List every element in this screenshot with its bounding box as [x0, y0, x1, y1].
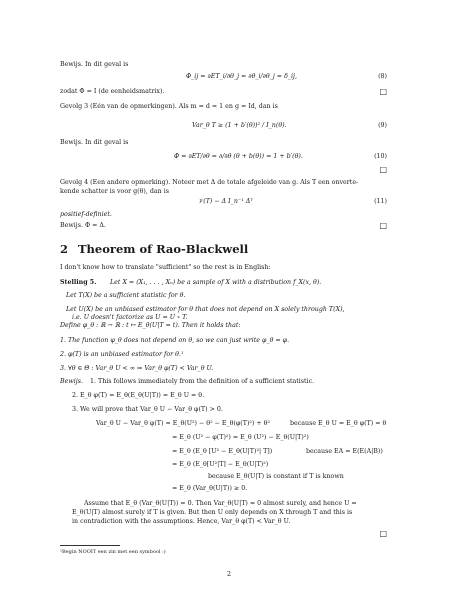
stelling-label: Stelling 5.	[60, 279, 97, 286]
derivation-line-3: = E_θ (E_θ [U² − E_θ(U|T)²| T])	[172, 448, 273, 455]
qed-2: □	[379, 165, 387, 174]
equation-10-number: (10)	[374, 153, 387, 160]
item-2: 2. φ(T) is an unbiased estimator for θ.¹	[60, 351, 184, 358]
equation-11-number: (11)	[374, 198, 387, 205]
page-number: 2	[227, 571, 232, 578]
gevolg-4-line-1: Gevolg 4 (Een andere opmerking). Noteer met Δ de totale afgeleide van g. Als T een onverte-	[60, 179, 359, 186]
derivation-line-5: = E_θ (Var_θ(U|T)) ≥ 0.	[172, 485, 248, 492]
equation-10: Φ = ∂ET/∂θ = ∂/∂θ (θ + b(θ)) = 1 + b′(θ).	[174, 153, 303, 160]
proof-item-2: 2. E_θ φ(T) = E_θ(E_θ(U|T)) = E_θ U = θ.	[72, 392, 205, 399]
qed-1: □	[379, 87, 387, 96]
assume-line-3: in contradiction with the assumptions. Hence, Var_θ φ(T) < Var_θ U.	[72, 518, 291, 525]
derivation-line-4: = E_θ (E_θ[U²|T] − E_θ(U|T)²)	[172, 461, 269, 468]
derivation-note-3: because EA = E(E(A|B))	[306, 448, 383, 455]
intro-line: I don't know how to translate "sufficient" so the rest is in English:	[60, 264, 271, 271]
proof-intro-2: Bewijs. In dit geval is	[60, 139, 129, 146]
section-title: Theorem of Rao-Blackwell	[78, 242, 249, 256]
proof-intro-1: Bewijs. In dit geval is	[60, 61, 129, 68]
gevolg-3: Gevolg 3 (Eén van de opmerkingen). Als m = d = 1 en g = Id, dan is	[60, 103, 278, 110]
proof-end-1: zodat Φ = I (de eenheidsmatrix).	[60, 88, 165, 95]
equation-11: 𝒱(T) − Δ I_n⁻¹ Δᵀ	[198, 198, 253, 205]
footnote-rule	[60, 545, 120, 546]
section-number: 2	[60, 242, 69, 256]
gevolg-4-line-2: kende schatter is voor g(θ), dan is	[60, 188, 169, 195]
proof-item-3: 3. We will prove that Var_θ U − Var_θ φ(T) > 0.	[72, 406, 223, 413]
gevolg-4-line-3: positief-definiet.	[60, 211, 112, 218]
stelling-bullet-3-line-1: Let U(X) be an unbiased estimator for θ that does not depend on X solely through T(X),	[66, 306, 345, 313]
equation-9: Var_θ T ≥ (1 + b′(θ))² / I_n(θ).	[192, 122, 287, 129]
footnote: ¹Begin NOOIT een zin met een symbool :)	[60, 549, 166, 555]
derivation-note-4: because E_θ(U|T) is constant if T is known	[208, 473, 344, 480]
assume-line-2: E_θ(U|T) almost surely if T is given. But then U only depends on X through T and this is	[72, 509, 353, 516]
item-3: 3. ∀θ ∈ Θ : Var_θ U < ∞ ⇒ Var_θ φ(T) < Var_θ U.	[60, 365, 214, 372]
stelling-bullet-2: Let T(X) be a sufficient statistic for θ.	[66, 292, 186, 299]
derivation-note-1: because E_θ U = E_θ φ(T) = θ	[290, 420, 387, 427]
item-1: 1. The function φ_θ does not depend on θ, so we can just write φ_θ = φ.	[60, 337, 290, 344]
qed-4: □	[379, 529, 387, 538]
stelling-bullet-1: Let X = (X₁, . . . , Xₙ) be a sample of X with a distribution f_X(x, θ).	[110, 279, 322, 286]
equation-8-number: (8)	[378, 73, 387, 80]
define-line: Define φ_θ : ℝ → ℝ : t ↦ E_θ(U|T = t). Then it holds that:	[60, 322, 241, 329]
derivation-line-2: = E_θ (U² − φ(T)²) = E_θ (U²) − E_θ(U|T)²)	[172, 434, 309, 441]
proof-3: Bewijs. Φ = Δ.	[60, 222, 106, 229]
equation-9-number: (9)	[378, 122, 387, 129]
assume-line-1: Assume that E_θ (Var_θ(U|T)) = 0. Then Var_θ(U|T) = 0 almost surely, and hence U =	[84, 500, 357, 507]
proof-item-1: 1. This follows immediately from the definition of a sufficient statistic.	[90, 378, 315, 385]
derivation-line-1: Var_θ U − Var_θ φ(T) = E_θ(U²) − θ² − E_θ(φ(T)²) + θ²	[96, 420, 270, 427]
equation-8: Φ_ij = ∂ET_i/∂θ_j = ∂θ_i/∂θ_j = δ_ij,	[186, 73, 297, 80]
bewijs-label: Bewijs.	[60, 378, 83, 385]
qed-3: □	[379, 221, 387, 230]
stelling-bullet-3-line-2: i.e. U doesn't factorize as U = U ∘ T.	[72, 314, 188, 321]
